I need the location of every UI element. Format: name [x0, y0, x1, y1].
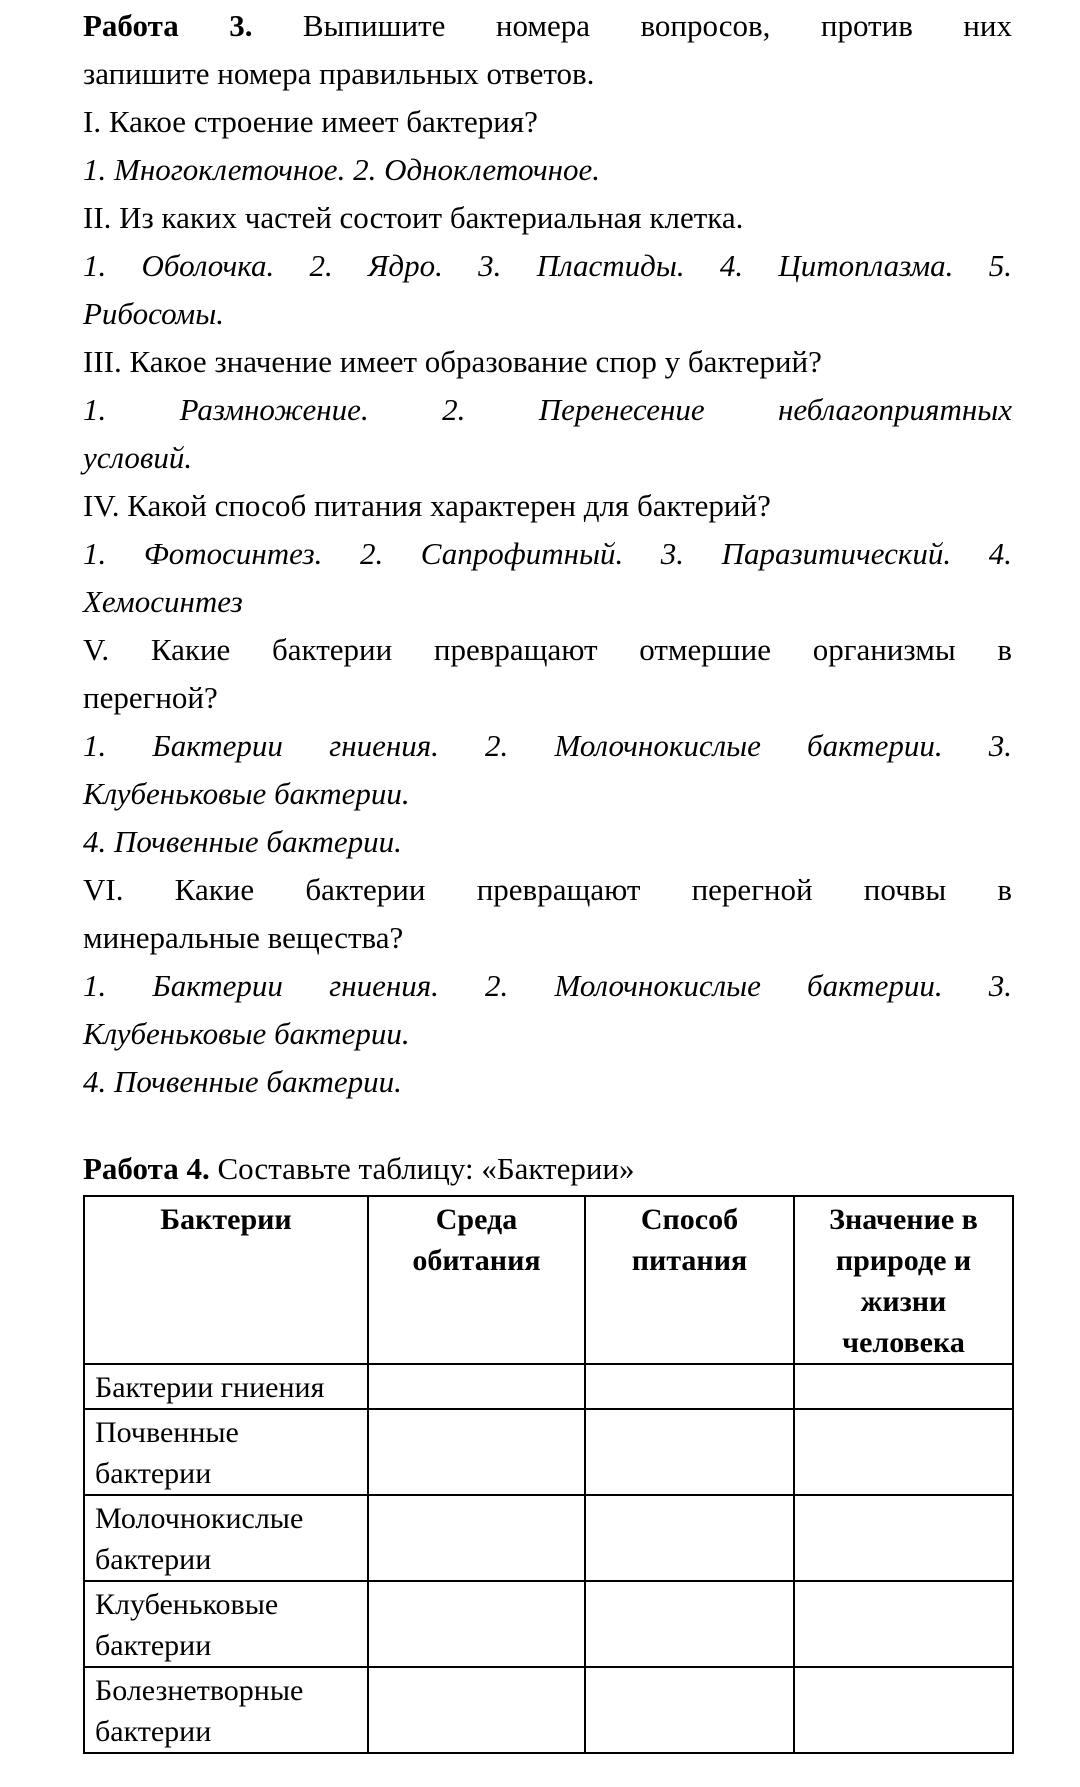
row-label-cell: Болезнетворные бактерии [84, 1667, 368, 1753]
text-line [83, 1058, 1012, 1106]
text-line [83, 674, 1012, 722]
text-line [83, 626, 1012, 674]
text-line [83, 434, 1012, 482]
text-line [83, 50, 1012, 98]
table-header-row [84, 1196, 1013, 1364]
text-line [83, 770, 1012, 818]
bold-text-run: Работа 3. [83, 8, 253, 43]
empty-cell [794, 1581, 1013, 1667]
text-line [83, 2, 1012, 50]
text-run: 1. Размножение. 2. Перенесение неблагоприятных [83, 392, 1012, 427]
work4-title-bold-prefix: Работа 4. [83, 1151, 210, 1186]
work4-title-text: Составьте таблицу: «Бактерии» [209, 1151, 635, 1186]
empty-cell [368, 1495, 585, 1581]
table-row [84, 1581, 1013, 1667]
text-line [83, 962, 1012, 1010]
text-line [83, 482, 1012, 530]
empty-cell [585, 1364, 794, 1409]
empty-cell [368, 1409, 585, 1495]
text-line [83, 914, 1012, 962]
text-run: 4. Почвенные бактерии. [83, 824, 402, 859]
column-header: Бактерии [84, 1196, 368, 1364]
text-run: запишите номера правильных ответов. [83, 56, 595, 91]
empty-cell [794, 1364, 1013, 1409]
text-line [83, 194, 1012, 242]
text-run: Клубеньковые бактерии. [83, 1016, 410, 1051]
table-row [84, 1409, 1013, 1495]
row-label-cell: Молочнокислые бактерии [84, 1495, 368, 1581]
table-row [84, 1667, 1013, 1753]
text-run: 1. Многоклеточное. 2. Одноклеточное. [83, 152, 601, 187]
text-line [83, 866, 1012, 914]
column-header: Значение в природе и жизни человека [794, 1196, 1013, 1364]
work3-section [83, 2, 1012, 1106]
row-label-cell: Клубеньковые бактерии [84, 1581, 368, 1667]
text-run: I. Какое строение имеет бактерия? [83, 104, 538, 139]
text-run: Рибосомы. [83, 296, 224, 331]
text-run: 1. Фотосинтез. 2. Сапрофитный. 3. Паразитический. 4. [83, 536, 1012, 571]
empty-cell [585, 1409, 794, 1495]
text-run: условий. [83, 440, 193, 475]
row-label-cell: Почвенные бактерии [84, 1409, 368, 1495]
empty-cell [585, 1581, 794, 1667]
empty-cell [794, 1495, 1013, 1581]
row-label-cell: Бактерии гниения [84, 1364, 368, 1409]
text-run: перегной? [83, 680, 218, 715]
column-header: Среда обитания [368, 1196, 585, 1364]
text-run: Хемосинтез [83, 584, 243, 619]
document-content [83, 2, 1012, 1754]
empty-cell [368, 1581, 585, 1667]
text-run: V. Какие бактерии превращают отмершие организмы в [83, 632, 1012, 667]
text-line [83, 98, 1012, 146]
bacteria-table [83, 1195, 1014, 1754]
text-run: минеральные вещества? [83, 920, 404, 955]
text-run: III. Какое значение имеет образование спор у бактерий? [83, 344, 822, 379]
empty-cell [368, 1667, 585, 1753]
text-run: II. Из каких частей состоит бактериальная клетка. [83, 200, 744, 235]
text-run: Выпишите номера вопросов, против них [252, 8, 1012, 43]
empty-cell [585, 1667, 794, 1753]
text-run: 1. Бактерии гниения. 2. Молочнокислые бактерии. 3. [83, 728, 1012, 763]
text-line [83, 338, 1012, 386]
text-line [83, 290, 1012, 338]
text-run: 4. Почвенные бактерии. [83, 1064, 402, 1099]
text-line [83, 578, 1012, 626]
empty-cell [585, 1495, 794, 1581]
column-header: Способ питания [585, 1196, 794, 1364]
text-line [83, 530, 1012, 578]
work4-title [83, 1146, 1012, 1192]
text-line [83, 722, 1012, 770]
text-line [83, 146, 1012, 194]
text-run: 1. Оболочка. 2. Ядро. 3. Пластиды. 4. Цитоплазма. 5. [83, 248, 1012, 283]
text-line [83, 818, 1012, 866]
empty-cell [794, 1409, 1013, 1495]
text-line [83, 386, 1012, 434]
table-row [84, 1364, 1013, 1409]
text-line [83, 242, 1012, 290]
empty-cell [368, 1364, 585, 1409]
table-row [84, 1495, 1013, 1581]
text-run: Клубеньковые бактерии. [83, 776, 410, 811]
table-body [84, 1364, 1013, 1753]
text-run: VI. Какие бактерии превращают перегной почвы в [83, 872, 1012, 907]
text-line [83, 1010, 1012, 1058]
empty-cell [794, 1667, 1013, 1753]
text-run: 1. Бактерии гниения. 2. Молочнокислые бактерии. 3. [83, 968, 1012, 1003]
text-run: IV. Какой способ питания характерен для бактерий? [83, 488, 771, 523]
